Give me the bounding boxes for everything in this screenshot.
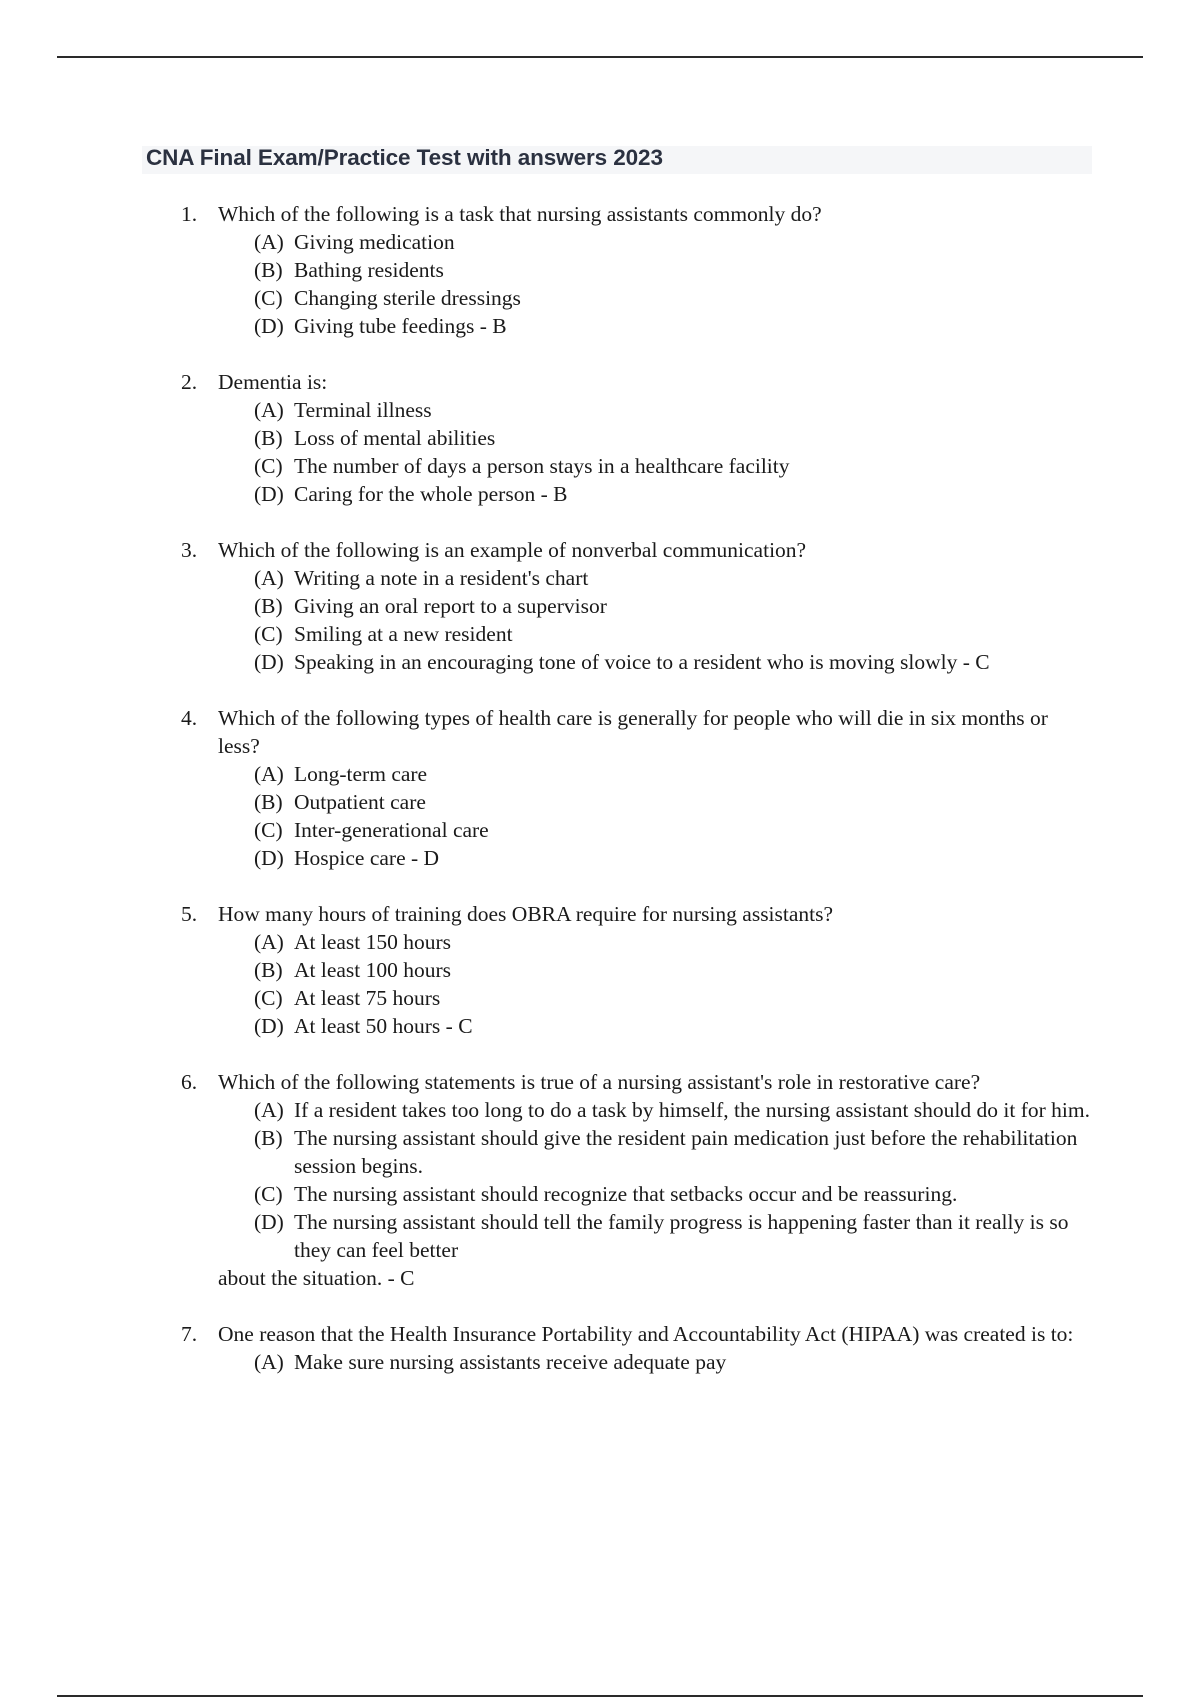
option-text: Giving medication: [294, 230, 455, 254]
question-number: 7.: [181, 1322, 198, 1346]
option-letter: (C): [254, 986, 283, 1010]
question-7: [0, 1320, 1200, 1376]
option-d: [254, 648, 1104, 676]
option-a: [254, 1096, 1104, 1124]
option-text: The nursing assistant should give the resident pain medication just before the rehabilitation session begins.: [294, 1126, 1078, 1178]
option-letter: (D): [254, 1210, 284, 1234]
option-b: [254, 788, 1104, 816]
option-text: Writing a note in a resident's chart: [294, 566, 589, 590]
option-text: Bathing residents: [294, 258, 444, 282]
question-number: 1.: [181, 202, 198, 226]
option-letter: (B): [254, 258, 283, 282]
option-text: At least 75 hours: [294, 986, 441, 1010]
option-d: [254, 1012, 1104, 1040]
option-text: Giving an oral report to a supervisor: [294, 594, 607, 618]
option-text: Hospice care - D: [294, 846, 440, 870]
answer-continuation: about the situation. - C: [218, 1266, 415, 1290]
option-b: [254, 956, 1104, 984]
option-text: The nursing assistant should recognize that setbacks occur and be reassuring.: [294, 1182, 958, 1206]
option-text: Make sure nursing assistants receive adequate pay: [294, 1350, 727, 1374]
option-c: [254, 984, 1104, 1012]
question-text: One reason that the Health Insurance Portability and Accountability Act (HIPAA) was created is to:: [218, 1322, 1074, 1346]
option-text: The nursing assistant should tell the family progress is happening faster than it really is so they can feel better: [294, 1210, 1069, 1262]
option-text: Giving tube feedings - B: [294, 314, 507, 338]
question-4: [0, 704, 1200, 872]
question-number: 6.: [181, 1070, 198, 1094]
page-title: CNA Final Exam/Practice Test with answers 2023: [146, 145, 663, 170]
option-b: [254, 592, 1104, 620]
option-a: [254, 228, 1104, 256]
question-text: Which of the following statements is true of a nursing assistant's role in restorative care?: [218, 1070, 981, 1094]
option-letter: (A): [254, 1350, 284, 1374]
question-text: Which of the following types of health care is generally for people who will die in six months or less?: [218, 706, 1048, 758]
option-a: [254, 564, 1104, 592]
option-text: Speaking in an encouraging tone of voice to a resident who is moving slowly - C: [294, 650, 990, 674]
option-letter: (A): [254, 230, 284, 254]
option-b: [254, 1124, 1104, 1180]
question-number: 3.: [181, 538, 198, 562]
option-text: The number of days a person stays in a healthcare facility: [294, 454, 790, 478]
option-letter: (C): [254, 1182, 283, 1206]
option-letter: (C): [254, 286, 283, 310]
question-1: [0, 200, 1200, 340]
option-letter: (B): [254, 426, 283, 450]
option-a: [254, 396, 1104, 424]
option-letter: (C): [254, 818, 283, 842]
option-c: [254, 284, 1104, 312]
question-text: Dementia is:: [218, 370, 328, 394]
option-text: At least 100 hours: [294, 958, 452, 982]
option-b: [254, 424, 1104, 452]
option-d: [254, 312, 1104, 340]
question-text: How many hours of training does OBRA require for nursing assistants?: [218, 902, 834, 926]
question-6: [0, 1068, 1200, 1292]
option-letter: (A): [254, 762, 284, 786]
option-letter: (B): [254, 1126, 283, 1150]
option-c: [254, 816, 1104, 844]
option-letter: (A): [254, 1098, 284, 1122]
question-number: 4.: [181, 706, 198, 730]
top-rule: [57, 56, 1143, 58]
option-text: Terminal illness: [294, 398, 432, 422]
option-b: [254, 256, 1104, 284]
question-text: Which of the following is an example of nonverbal communication?: [218, 538, 807, 562]
bottom-rule: [57, 1695, 1143, 1697]
option-d: [254, 480, 1104, 508]
option-text: Outpatient care: [294, 790, 426, 814]
question-2: [0, 368, 1200, 508]
option-text: Loss of mental abilities: [294, 426, 496, 450]
option-c: [254, 452, 1104, 480]
option-text: Inter-generational care: [294, 818, 489, 842]
option-a: [254, 760, 1104, 788]
question-text: Which of the following is a task that nursing assistants commonly do?: [218, 202, 822, 226]
question-list: [0, 200, 1200, 1404]
option-letter: (D): [254, 1014, 284, 1038]
option-text: At least 50 hours - C: [294, 1014, 473, 1038]
option-c: [254, 620, 1104, 648]
option-text: At least 150 hours: [294, 930, 452, 954]
option-letter: (D): [254, 314, 284, 338]
option-text: Smiling at a new resident: [294, 622, 513, 646]
option-text: Changing sterile dressings: [294, 286, 521, 310]
option-text: If a resident takes too long to do a task by himself, the nursing assistant should do it for him.: [294, 1098, 1090, 1122]
option-a: [254, 928, 1104, 956]
option-letter: (B): [254, 790, 283, 814]
option-letter: (B): [254, 958, 283, 982]
option-letter: (D): [254, 482, 284, 506]
option-letter: (C): [254, 454, 283, 478]
question-5: [0, 900, 1200, 1040]
option-letter: (A): [254, 398, 284, 422]
option-letter: (A): [254, 566, 284, 590]
option-letter: (D): [254, 650, 284, 674]
option-text: Caring for the whole person - B: [294, 482, 568, 506]
question-number: 2.: [181, 370, 198, 394]
question-number: 5.: [181, 902, 198, 926]
option-letter: (A): [254, 930, 284, 954]
option-letter: (B): [254, 594, 283, 618]
option-letter: (C): [254, 622, 283, 646]
option-letter: (D): [254, 846, 284, 870]
question-3: [0, 536, 1200, 676]
option-d: [254, 844, 1104, 872]
option-a: [254, 1348, 1104, 1376]
option-text: Long-term care: [294, 762, 428, 786]
option-d: [254, 1208, 1104, 1264]
option-c: [254, 1180, 1104, 1208]
